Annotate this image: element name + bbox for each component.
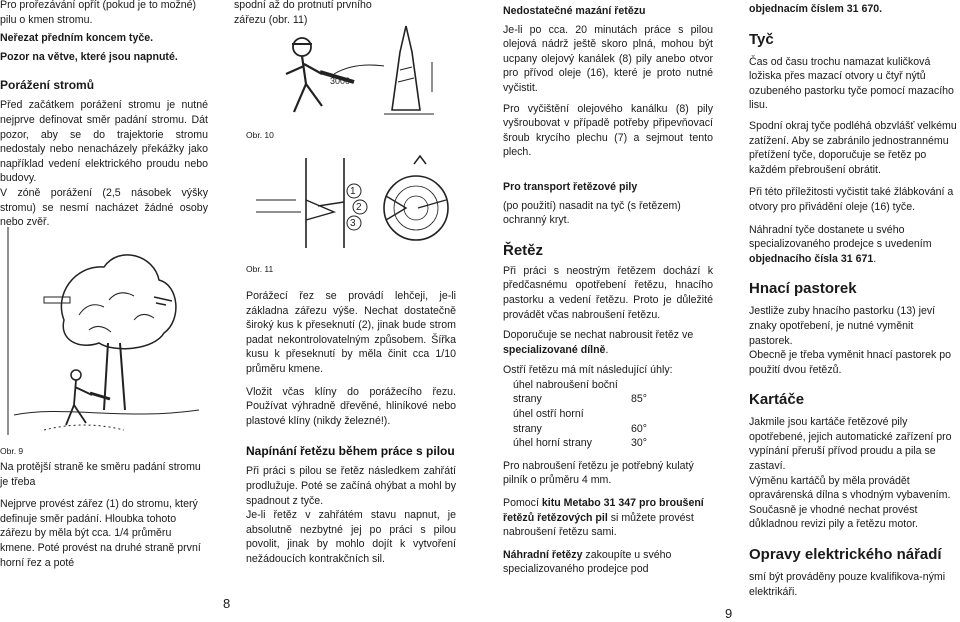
angles-intro: Ostří řetězu má mít následující úhly: (503, 364, 673, 377)
figure-11-label-3: 3 (350, 218, 356, 229)
specialized-workshop-text: specializované dílně (503, 343, 606, 356)
angle-row (513, 422, 713, 437)
spare-chains-label: Náhradní řetězy (503, 548, 583, 561)
bar-paragraph-1: Čas od času trochu namazat kuličková ložiska přes mazací otvory u čtyř nýtů ozubeného pastorku tyče pomocí mazacího lisu. (749, 55, 954, 112)
file-paragraph: Pro nabroušení řetězu je potřebný kulatý pilník o průměru 4 mm. (503, 459, 694, 487)
column-3 (503, 0, 713, 577)
angles-table (503, 378, 713, 451)
kit-text-start: Pomocí (503, 497, 542, 510)
section-heading-bar: Tyč (749, 30, 774, 48)
section-heading-chain-tension: Napínání řetězu během práce s pilou (246, 444, 455, 459)
repairs-paragraph: smí být prováděny pouze kvalifikova-nými elektrikáři. (749, 571, 946, 598)
chain-tension-paragraph-1: Při práci s pilou se řetěz následkem zahřátí prodlužuje. Poté se začíná ohýbat a mohl by spadnout z tyče. (246, 465, 456, 507)
column-4 (749, 0, 957, 599)
sharpening-kit-paragraph (503, 496, 713, 540)
angle-value: 30° (631, 437, 648, 450)
chain-paragraph-2-text: Doporučuje se nechat nabrousit řetěz ve (503, 329, 694, 342)
felling-cut-paragraph: Porážecí řez se provádí lehčeji, je-li základna zářezu výše. Nechat dostatečně široký kus k přeseknutí (2), jinak bude strom padat nekontrolovatelným způsobem. Šířka kusu k přeseknutí by měla činit cca 1/10 průměru kmene. (246, 290, 456, 375)
section-heading-sprocket: Hnací pastorek (749, 280, 857, 298)
sprocket-paragraph-1: Jestliže zuby hnacího pastorku (13) jeví znaky opotřebení, je nutné vyměnit pastorek. (749, 305, 936, 347)
angle-row (513, 407, 713, 422)
spare-bars-order-number: objednacího čísla 31 671 (749, 252, 874, 265)
chain-paragraph-2 (503, 328, 713, 357)
spare-bars-text: Náhradní tyče dostanete u svého specializovaného prodejce s uvedením (749, 223, 932, 251)
brushes-paragraph-2: Výměnu kartáčů by měla provádět opravárenská dílna s vhodným vybavením. Současně je vhodné nechat provést důkladnou revizi pily a řetězu motor. (749, 474, 951, 531)
section-heading-brushes: Kartáče (749, 391, 805, 409)
lubrication-paragraph-2: Pro vyčištění olejového kanálku (8) pily vyšroubovat v případě potřeby připevňovací šroub krycího plechu (7) a sejmout tento plech. (503, 102, 713, 159)
angle-value: 60° (631, 422, 648, 435)
column-2-top-text: spodní až do protnutí prvního zářezu (obr. 11) (234, 0, 372, 26)
angle-label: strany (513, 393, 542, 406)
order-number-text: objednacím číslem 31 670. (749, 3, 883, 15)
kit-name: kitu Metabo 31 347 pro broušení řetězů řetězových pil (503, 497, 704, 524)
angle-row (513, 392, 713, 407)
column-1 (0, 0, 208, 230)
section-heading-transport: Pro transport řetězové pily (503, 180, 638, 193)
transport-paragraph: (po použití) nasadit na tyč (s řetězem) ochranný kryt. (503, 199, 681, 227)
chain-paragraph-2-end: . (605, 343, 609, 356)
section-heading-lubrication: Nedostatečné mazání řetězu (503, 5, 646, 17)
spare-bars-paragraph (749, 223, 957, 267)
figure-10-label: 3000 (330, 76, 351, 86)
spare-chains-paragraph (503, 548, 713, 577)
sprocket-paragraph-2: Obecně je třeba vyměnit hnací pastorek po použití dvou řetězů. (749, 349, 951, 376)
page-number-right: 9 (725, 606, 733, 621)
bar-paragraph-2: Spodní okraj tyče podléhá obzvlášť velkému zatížení. Aby se zabránilo jednostrannému přetížení tyče, doporučuje se řetěz po každém přebroušení obrátit. (749, 119, 957, 176)
figure-11-label-1: 1 (350, 186, 356, 197)
warning-text-1: Neřezat předním koncem tyče. (0, 32, 154, 45)
column-2 (246, 289, 456, 567)
warning-text-2: Pozor na větve, které jsou napnuté. (0, 50, 178, 63)
brushes-paragraph-1: Jakmile jsou kartáče řetězové pily opotřebené, jejich automatické zařízení pro vypínání přeruší přívod proudu a pila se zastaví. (749, 416, 952, 473)
spare-bars-end: . (873, 252, 877, 265)
felling-paragraph-4: Nejprve provést zářez (1) do stromu, který definuje směr padání. Hloubka tohoto zářezu by měla být cca. 1/4 průměru kmene. Poté provést na druhé straně první horní řez a poté (0, 498, 201, 569)
felling-paragraph-1: Před začátkem porážení stromu je nutné nejprve definovat směr padání stromu. Dát pozor, aby se do trajektorie stromu nedostaly nebo nenacházely překážky jako například vedení elektrického proudu nebo budovy. (0, 99, 208, 185)
spare-chains-text: zakoupíte u svého specializovaného prodejce pod (503, 548, 672, 576)
section-heading-felling: Porážení stromů (0, 78, 95, 93)
figure-10-caption: Obr. 10 (246, 130, 274, 140)
figure-10-illustration (274, 22, 454, 127)
figure-9-illustration (4, 225, 204, 440)
felling-paragraph-3: Na protější straně ke směru padání stromu je třeba (0, 461, 201, 488)
angle-row (513, 378, 713, 393)
angle-label: úhel ostří horní (513, 408, 584, 421)
kit-text-end: si můžete provést nabroušení řetězu sami. (503, 511, 694, 539)
angle-row (513, 436, 713, 451)
angle-label: úhel horní strany (513, 437, 592, 450)
section-heading-repairs: Opravy elektrického nářadí (749, 546, 942, 564)
bar-paragraph-3: Při této příležitosti vyčistit také žlábkování a otvory pro přivádění oleje (16) tyče. (749, 186, 954, 213)
figure-11-illustration (246, 150, 454, 255)
angle-label: úhel nabroušení boční (513, 378, 618, 391)
figure-11-label-2: 2 (356, 202, 362, 213)
wedges-paragraph: Vložit včas klíny do porážecího řezu. Používat výhradně dřevěné, hliníkové nebo plastové klíny (nikdy železné!). (246, 385, 456, 427)
chain-tension-paragraph-2: Je-li řetěz v zahřátém stavu napnut, je absolutně nezbytné jej po práci s pilou povolit, jinak by mohlo dojít k vytvoření nežádoucích kontrakčních sil. (246, 509, 456, 565)
chain-paragraph-1: Při práci s neostrým řetězem dochází k předčasnému opotřebení řetězu, hnacího pastorku a vedení řetězu. Proto je důležité provádět včas nabroušení řetězu. (503, 264, 713, 321)
figure-9-caption: Obr. 9 (0, 446, 24, 456)
section-heading-chain: Řetěz (503, 241, 544, 259)
felling-paragraph-2: V zóně porážení (2,5 násobek výšky stromu) se nesmí nacházet žádné osoby nebo zvěř. (0, 186, 208, 229)
angle-value: 85° (631, 393, 648, 406)
angle-label: strany (513, 422, 542, 435)
column-1-lower (0, 460, 208, 570)
lubrication-paragraph-1: Je-li po cca. 20 minutách práce s pilou olejová nádrž ještě skoro plná, mohou být ucpany olejový kanálek (8) pily anebo otvor pro přívod oleje (16), které je proto nutné vyčistit. (503, 23, 713, 94)
intro-text-1: Pro prořezávání opřít (pokud je to možné) pilu o kmen stromu. (0, 0, 197, 26)
figure-11-caption: Obr. 11 (246, 264, 274, 274)
page-number-left: 8 (223, 596, 231, 611)
